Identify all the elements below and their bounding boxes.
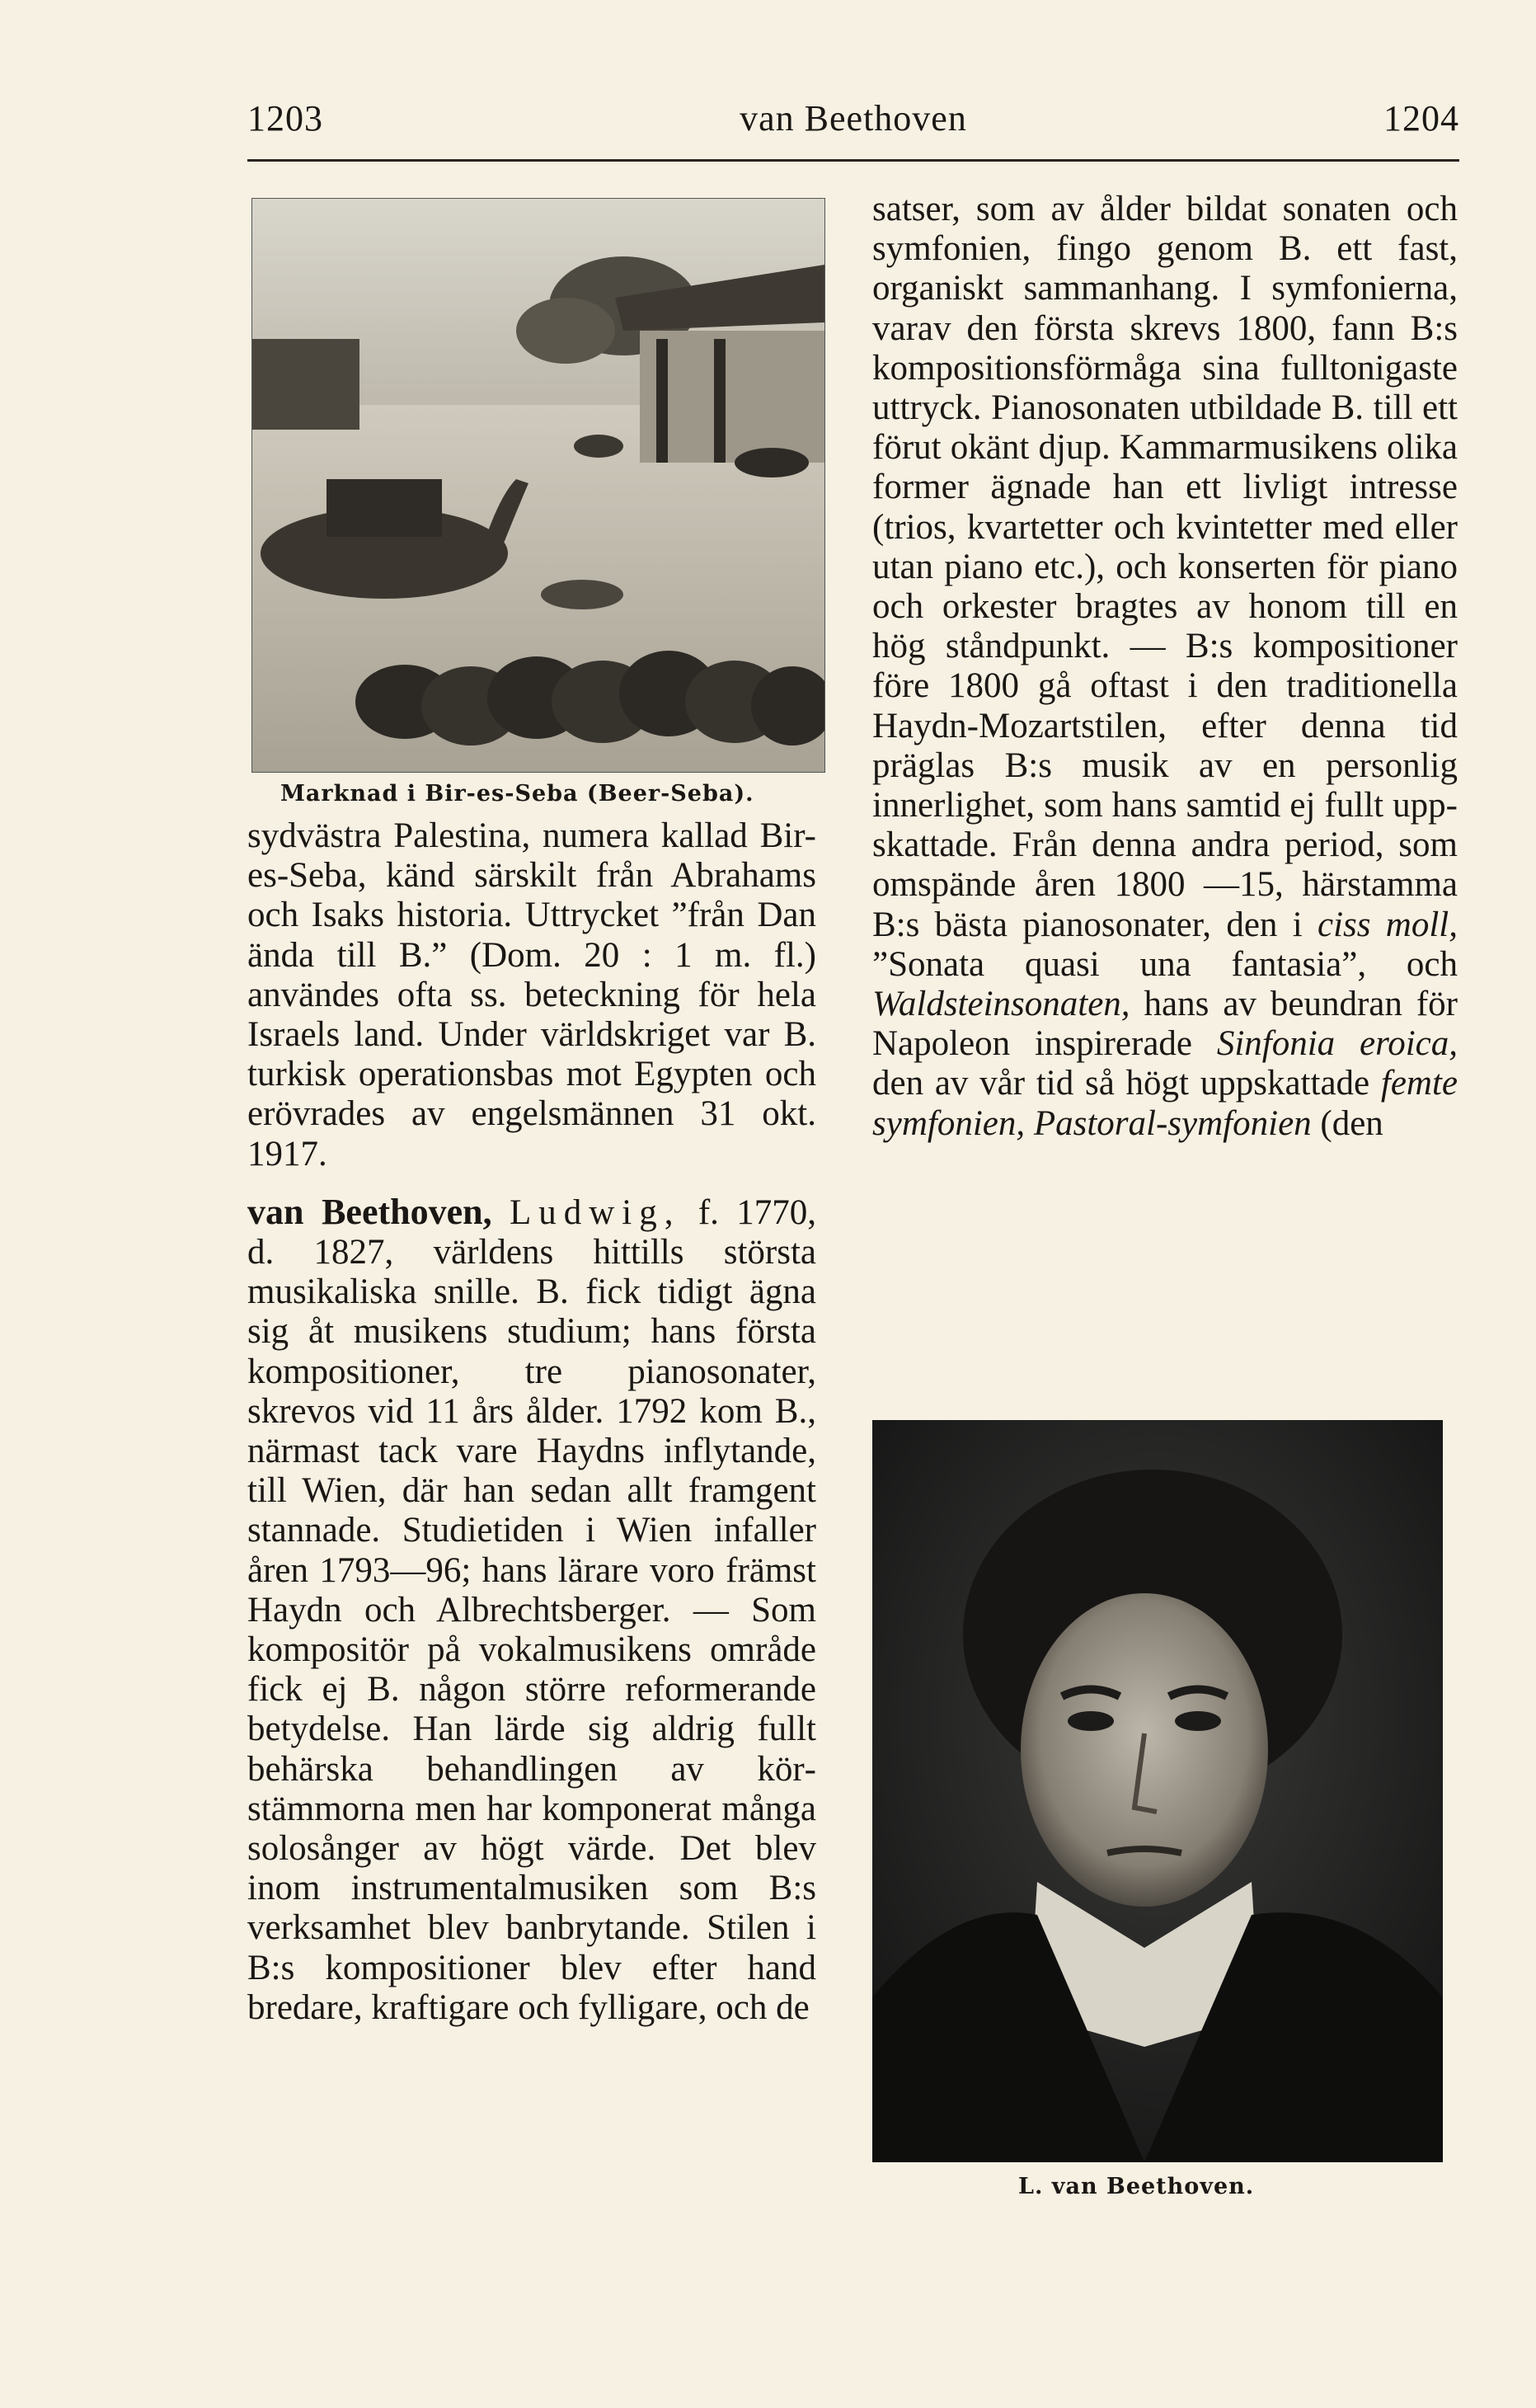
text-run: hans av beundran för Napoleon inspirerade: [872, 985, 1458, 1064]
portrait-illustration: [872, 1420, 1443, 2162]
italic-run: femte symfonien, Pastoral-symfonien: [872, 1064, 1458, 1143]
entry-given-name: Ludwig,: [509, 1192, 681, 1232]
bir-es-seba-paragraph: sydvästra Palestina, numera kallad Bir-es-Seba, känd särskilt från Abrahams och Isaks historia. Uttrycket ”från Dan ända till B.” (Dom. 20 : 1 m. fl.) användes ofta ss. beteckning för hela Israels land. Under världskriget var B. turkisk operationsbas mot Egypten och erövrades av engelsmännen 31 okt. 1917.: [247, 816, 816, 1173]
beethoven-entry: [247, 1192, 816, 2028]
text-run: den av vår tid så högt uppskattade: [872, 1064, 1381, 1103]
page-number-left: 1203: [247, 98, 323, 139]
text-run: satser, som av ålder bildat sonaten och symfonien, fingo genom B. ett fast, organiskt sammanhang. I symfonierna, varav den första skrevs 1800, fann B:s kompositionsförmåga sina fulltonigaste uttryck. Pianosonaten utbildade B. till ett förut okänt djup. Kammarmusikens olika former ägnade han ett livligt intresse (trios, kvartetter och kvintetter med eller utan piano etc.), och konserten för piano och orkester bragtes av honom till en hög ståndpunkt. — B:s kompositioner före 1800 gå oftast i den traditionella Haydn-Mozartstilen, efter denna tid präglas B:s musik av en personlig innerlighet, som hans samtid ej fullt uppskattade. Från denna andra period, som omspände åren 1800 —15, härstamma B:s bästa pianosonater, den i: [872, 190, 1458, 944]
page-header: [247, 97, 1459, 155]
market-photo-caption: Marknad i Bir-es-Seba (Beer-Seba).: [280, 781, 754, 807]
page-number-right: 1204: [1383, 98, 1459, 139]
text-run: (den: [1311, 1103, 1383, 1143]
market-photo-illustration: [252, 199, 824, 772]
italic-run: ciss moll,: [1318, 905, 1458, 944]
market-photo: [251, 198, 825, 773]
header-rule: [247, 159, 1459, 162]
left-column: [247, 816, 816, 2028]
beethoven-entry-continued: [872, 190, 1458, 1144]
italic-run: Sinfonia eroica,: [1216, 1024, 1458, 1064]
italic-run: Waldsteinsonaten,: [872, 985, 1130, 1024]
running-title: van Beethoven: [740, 98, 967, 139]
entry-headword: van Beethoven,: [247, 1191, 492, 1232]
beethoven-portrait: [872, 1420, 1443, 2162]
right-column: [872, 190, 1458, 1144]
text-run: ”Sonata quasi una fantasia”, och: [872, 944, 1458, 984]
entry-body: f. 1770, d. 1827, världens hittills största musikaliska snille. B. fick tidigt ägna sig åt musikens studium; hans första kompositioner, tre pianosonater, skrevos vid 11 års ålder. 1792 kom B., närmast tack vare Haydns inflytande, till Wien, där han sedan allt framgent stannade. Studietiden i Wien infaller åren 1793—96; hans lärare voro främst Haydn och Albrechtsberger. — Som kompositör på vokalmusikens område fick ej B. någon större reformerande betydelse. Han lärde sig aldrig fullt behärska behandlingen av körstämmorna men har komponerat många solosånger av högt värde. Det blev inom instrumentalmusiken som B:s verksamhet blev banbrytande. Stilen i B:s kompositioner blev efter hand bredare, kraftigare och fylligare, och de: [247, 1192, 817, 2027]
portrait-caption: L. van Beethoven.: [1018, 2174, 1255, 2199]
